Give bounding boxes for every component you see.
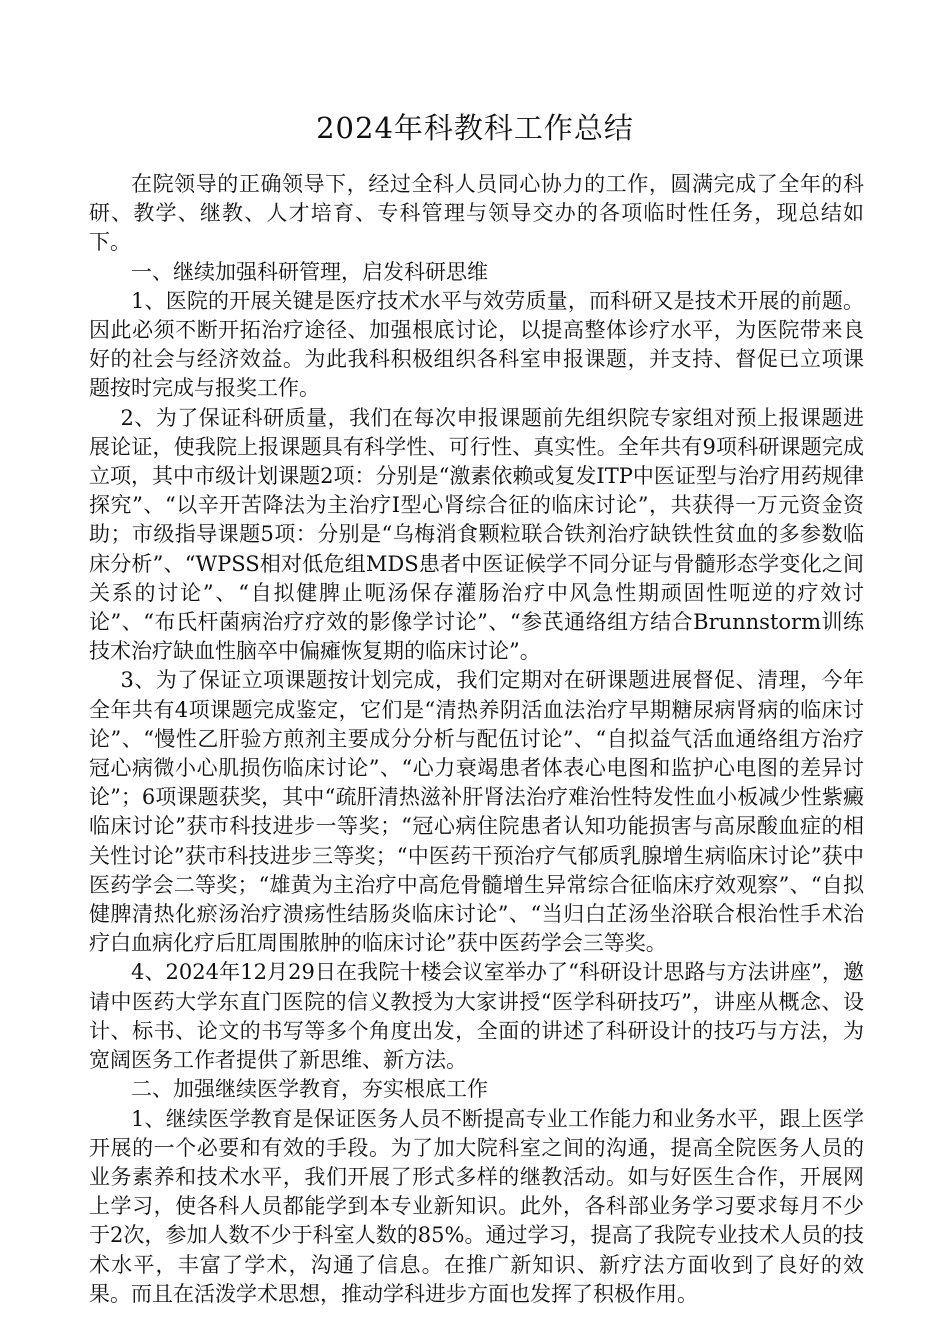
section-heading-1: 一、继续加强科研管理，启发科研思维 [131, 259, 488, 284]
document-body [89, 170, 864, 1309]
document-title: 2024年科教科工作总结 [316, 111, 634, 145]
section-2-item-1: 1、继续医学教育是保证医务人员不断提高专业工作能力和业务水平，跟上医学开展的一个必要和有效的手段。为了加大院科室之间的沟通，提高全院医务人员的业务素养和技术水平，我们开展了形式多样的继教活动。如与好医生合作，开展网上学习，使各科人员都能学到本专业新知识。此外，各科部业务学习要求每月不少于2次，参加人数不少于科室人数的85%。通过学习，提高了我院专业技术人员的技术水平，丰富了学术，沟通了信息。在推广新知识、新疗法方面收到了良好的效果。而且在活泼学术思想，推动学科进步方面也发挥了积极作用。 [89, 1106, 864, 1306]
section-1-item-3: 3、为了保证立项课题按计划完成，我们定期对在研课题进展督促、清理，今年全年共有4项课题完成鉴定，它们是“清热养阴活血法治疗早期糖尿病肾病的临床讨论”、“慢性乙肝验方煎剂主要成分分析与配伍讨论”、“自拟益气活血通络组方治疗冠心病微小心肌损伤临床讨论”、“心力衰竭患者体表心电图和监护心电图的差异讨论”；6项课题获奖，其中“疏肝清热滋补肝肾法治疗难治性特发性血小板减少性紫癜临床讨论”获市科技进步一等奖；“冠心病住院患者认知功能损害与高尿酸血症的相关性讨论”获市科技进步三等奖；“中医药干预治疗气郁质乳腺增生病临床讨论”获中医药学会二等奖；“雄黄为主治疗中高危骨髓增生异常综合征临床疗效观察”、“自拟健脾清热化瘀汤治疗溃疡性结肠炎临床讨论”、“当归白芷汤坐浴联合根治性手术治疗白血病化疗后肛周围脓肿的临床讨论”获中医药学会三等奖。 [89, 668, 864, 956]
section-1-item-2: 2、为了保证科研质量，我们在每次申报课题前先组织院专家组对预上报课题进展论证，使我院上报课题具有科学性、可行性、真实性。全年共有9项科研课题完成立项，其中市级计划课题2项：分别是“激素依赖或复发ITP中医证型与治疗用药规律探究”、“以辛开苦降法为主治疗Ⅰ型心肾综合征的临床讨论”，共获得一万元资金资助；市级指导课题5项：分别是“乌梅消食颗粒联合铁剂治疗缺铁性贫血的多参数临床分析”、“WPSS相对低危组MDS患者中医证候学不同分证与骨髓形态学变化之间关系的讨论”、“自拟健脾止呃汤保存灌肠治疗中风急性期顽固性呃逆的疗效讨论”、“布氏杆菌病治疗疗效的影像学讨论”、“参芪通络组方结合Brunnstorm训练技术治疗缺血性脑卒中偏瘫恢复期的临床讨论”。 [89, 405, 864, 664]
section-1-item-4: 4、2024年12月29日在我院十楼会议室举办了“科研设计思路与方法讲座”，邀请中医药大学东直门医院的信义教授为大家讲授“医学科研技巧”，讲座从概念、设计、标书、论文的书写等多个角度出发，全面的讲述了科研设计的技巧与方法，为宽阔医务工作者提供了新思维、新方法。 [89, 960, 864, 1073]
section-heading-2: 二、加强继续医学教育，夯实根底工作 [131, 1077, 488, 1102]
intro-paragraph: 在院领导的正确领导下，经过全科人员同心协力的工作，圆满完成了全年的科研、教学、继教、人才培育、专科管理与领导交办的各项临时性任务，现总结如下。 [89, 172, 864, 255]
section-1-item-1: 1、医院的开展关键是医疗技术水平与效劳质量，而科研又是技术开展的前题。因此必须不断开拓治疗途径、加强根底讨论，以提高整体诊疗水平，为医院带来良好的社会与经济效益。为此我科积极组织各科室申报课题，并支持、督促已立项课题按时完成与报奖工作。 [89, 288, 864, 401]
